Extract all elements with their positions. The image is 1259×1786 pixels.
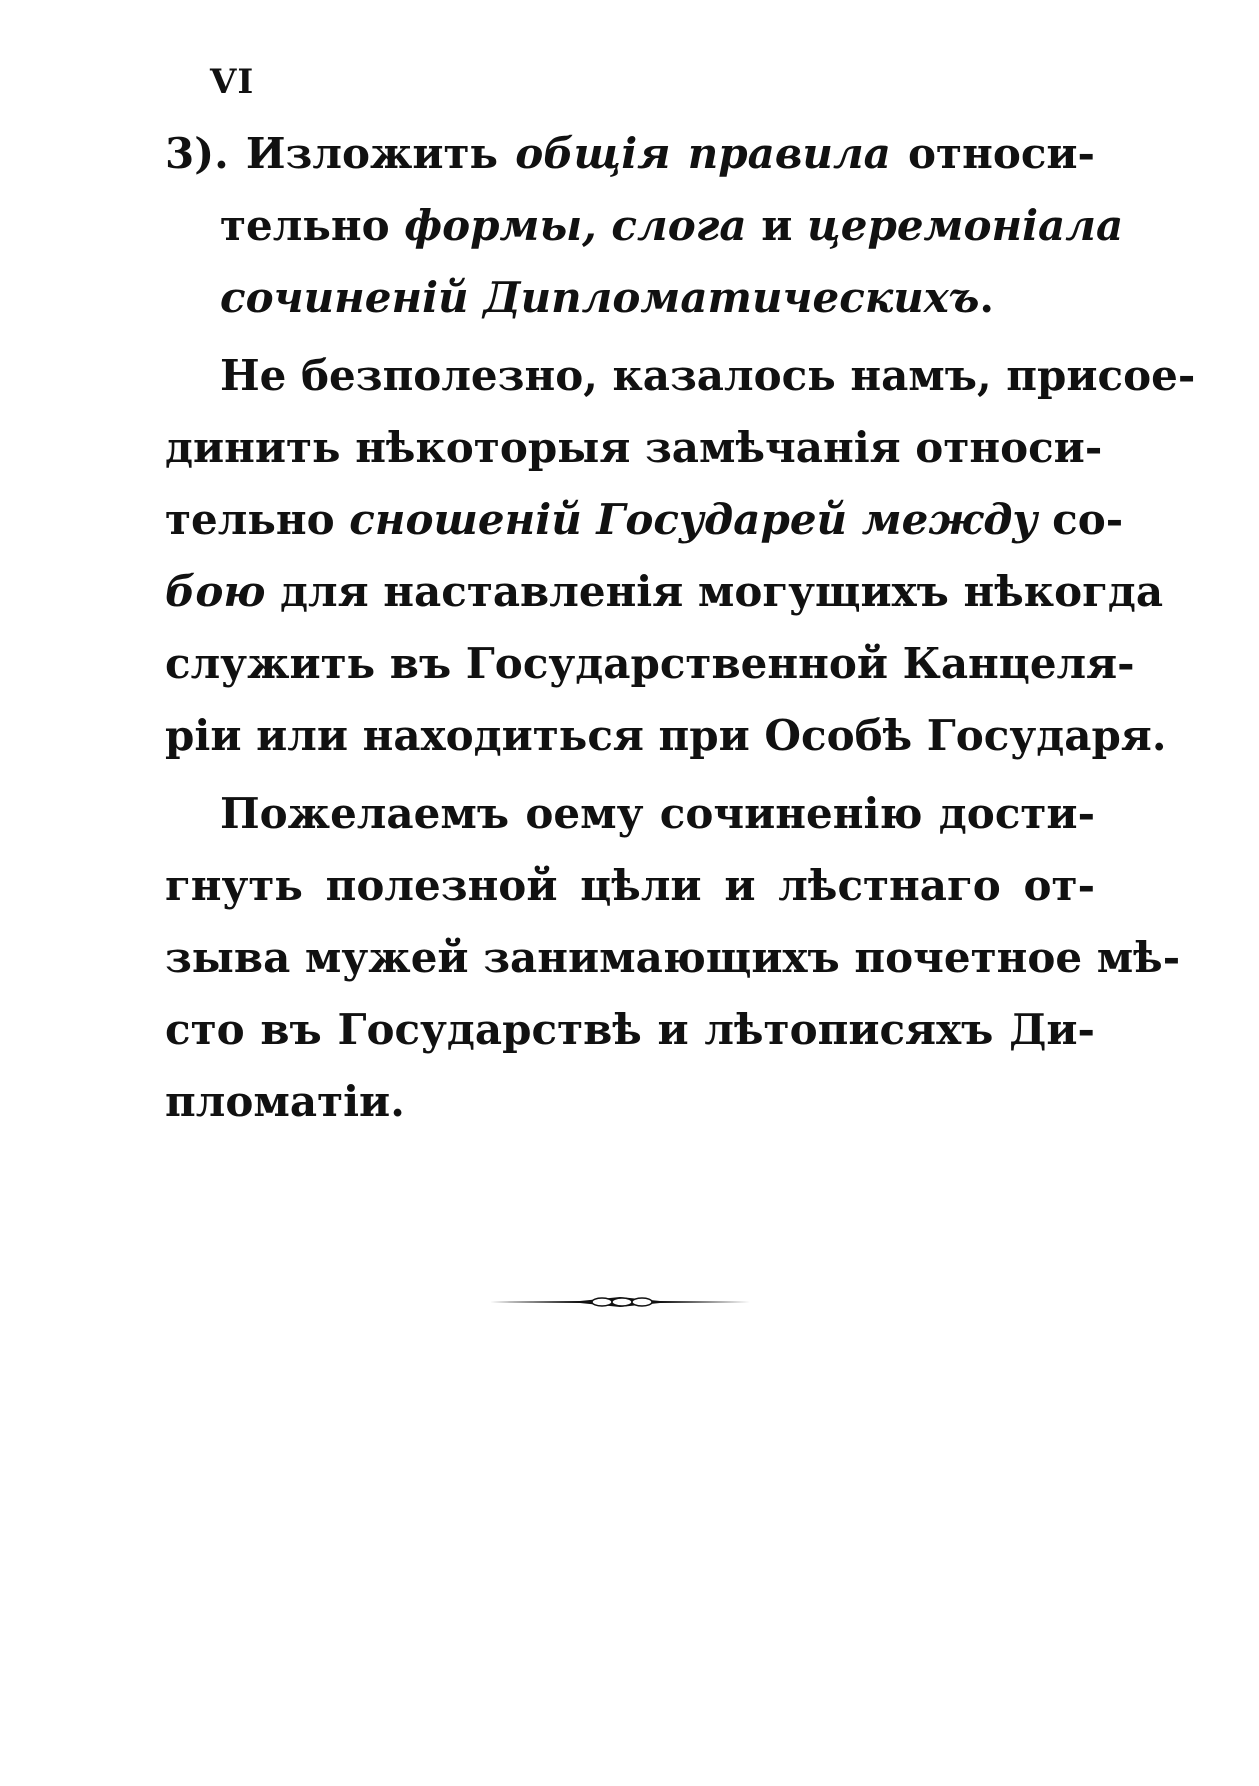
item3-line-2-mid: и bbox=[746, 201, 807, 250]
para1-line-3-italic: сношеній Государей между bbox=[349, 495, 1038, 544]
item3-line-1-tail: относи- bbox=[890, 129, 1095, 178]
para1-line-4-tail: для наставленія могущихъ нѣкогда bbox=[265, 567, 1164, 616]
item3-line-3 bbox=[165, 262, 1095, 334]
para1-line-3-lead: тельно bbox=[165, 495, 350, 544]
para1-line-4-italic: бою bbox=[165, 567, 266, 616]
item3-line-2-italic-1: формы, слога bbox=[404, 201, 747, 250]
item3-line-1-italic: общія правила bbox=[515, 129, 891, 178]
para2-line-4: сто въ Государствѣ и лѣтописяхъ Ди- bbox=[165, 1005, 1095, 1054]
para1-line-6: ріи или находиться при Особѣ Государя. bbox=[165, 711, 1167, 760]
item3-line-1 bbox=[165, 118, 1095, 190]
item3-line-1-lead: 3). Изложить bbox=[165, 129, 516, 178]
para2-line-2: гнуть полезной цѣли и лѣстнаго от- bbox=[165, 861, 1095, 910]
item3-line-2-italic-2: церемоніала bbox=[807, 201, 1124, 250]
page-number: VI bbox=[210, 62, 255, 102]
item3-line-3-italic: сочиненій Дипломатическихъ bbox=[220, 273, 980, 322]
item3-line-3-tail: . bbox=[979, 273, 994, 322]
para2-line-5: пломатіи. bbox=[165, 1077, 405, 1126]
para1-line-2: динить нѣкоторыя замѣчанія относи- bbox=[165, 423, 1103, 472]
item3-line-2 bbox=[165, 190, 1124, 262]
para1-line-4 bbox=[165, 556, 1164, 628]
para1-line-1: Не безполезно, казалось намъ, присое- bbox=[220, 351, 1196, 400]
para2-line-3: зыва мужей занимающихъ почетное мѣ- bbox=[165, 933, 1181, 982]
para1-line-3-tail: со- bbox=[1037, 495, 1124, 544]
decorative-rule-icon bbox=[490, 1290, 750, 1314]
para2-line-1: Пожелаемъ оему сочиненію дости- bbox=[220, 789, 1095, 838]
body-text bbox=[165, 118, 1196, 1138]
item3-line-2-lead: тельно bbox=[220, 201, 405, 250]
para1-line-5: служить въ Государственной Канцеля- bbox=[165, 639, 1135, 688]
para1-line-3 bbox=[165, 484, 1124, 556]
